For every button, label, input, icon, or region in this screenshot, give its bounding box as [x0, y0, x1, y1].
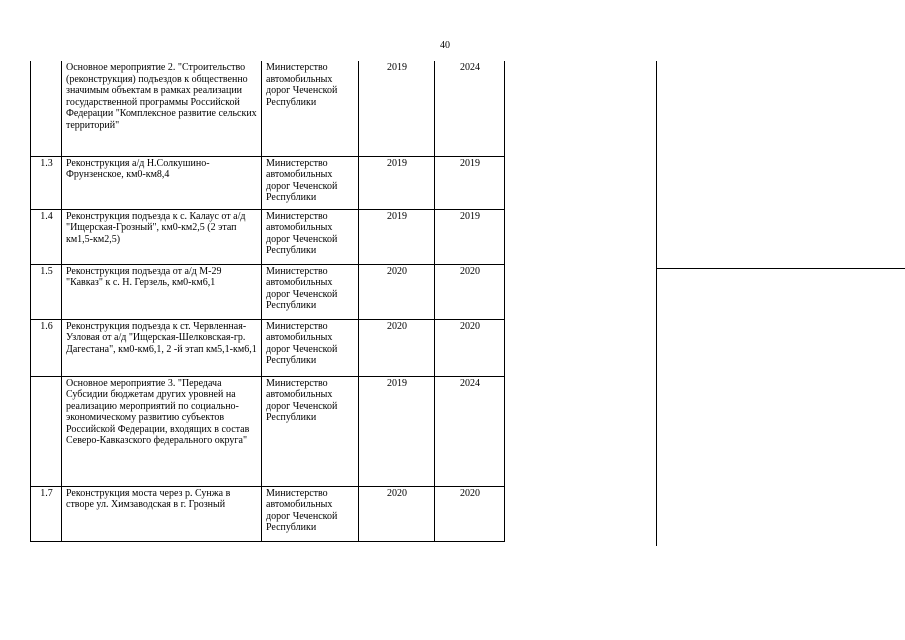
row-end-year: 2020 — [435, 264, 505, 319]
row-start-year: 2019 — [359, 156, 435, 209]
row-end-year: 2024 — [435, 376, 505, 486]
table-row — [31, 486, 505, 541]
row-start-year: 2019 — [359, 376, 435, 486]
row-name: Реконструкция подъезда к с. Калаус от а/д "Ищерская-Грозный", км0-км2,5 (2 этап км1,5-км2,5) — [62, 209, 262, 264]
right-row-divider — [656, 268, 905, 269]
table-row — [31, 319, 505, 376]
row-end-year: 2019 — [435, 156, 505, 209]
row-end-year: 2019 — [435, 209, 505, 264]
row-executor: Министерство автомобильных дорог Чеченской Республики — [262, 209, 359, 264]
row-name: Реконструкция моста через р. Сунжа в створе ул. Химзаводская в г. Грозный — [62, 486, 262, 541]
row-name: Реконструкция а/д Н.Солкушино-Фрунзенское, км0-км8,4 — [62, 156, 262, 209]
row-name: Реконструкция подъезда от а/д М-29 "Кавказ" к с. Н. Герзель, км0-км6,1 — [62, 264, 262, 319]
row-start-year: 2019 — [359, 209, 435, 264]
row-number: 1.6 — [31, 319, 62, 376]
table-row — [31, 264, 505, 319]
row-start-year: 2020 — [359, 486, 435, 541]
row-executor: Министерство автомобильных дорог Чеченской Республики — [262, 156, 359, 209]
row-start-year: 2020 — [359, 319, 435, 376]
row-executor: Министерство автомобильных дорог Чеченской Республики — [262, 264, 359, 319]
table-row — [31, 209, 505, 264]
row-name: Реконструкция подъезда к ст. Червленная-Узловая от а/д "Ищерская-Шелковская-гр. Дагестана", км0-км6,1, 2 -й этап км5,1-км6,1 — [62, 319, 262, 376]
row-executor: Министерство автомобильных дорог Чеченской Республики — [262, 486, 359, 541]
table-row — [31, 156, 505, 209]
row-end-year: 2020 — [435, 486, 505, 541]
row-end-year: 2024 — [435, 61, 505, 156]
row-executor: Министерство автомобильных дорог Чеченской Республики — [262, 319, 359, 376]
page-number: 40 — [440, 40, 450, 51]
table-row — [31, 61, 505, 156]
right-column-border — [656, 61, 657, 546]
row-number: 1.3 — [31, 156, 62, 209]
row-number — [31, 376, 62, 486]
row-name: Основное мероприятие 2. "Строительство (реконструкция) подъездов к общественно значимым объектам в рамках реализации государственной программы Российской Федерации "Комплексное развитие сельских территорий" — [62, 61, 262, 156]
row-executor: Министерство автомобильных дорог Чеченской Республики — [262, 376, 359, 486]
row-start-year: 2020 — [359, 264, 435, 319]
program-table — [30, 61, 505, 542]
row-number: 1.7 — [31, 486, 62, 541]
row-start-year: 2019 — [359, 61, 435, 156]
row-number: 1.4 — [31, 209, 62, 264]
row-number: 1.5 — [31, 264, 62, 319]
table-row — [31, 376, 505, 486]
row-name: Основное мероприятие 3. "Передача Субсидии бюджетам других уровней на реализацию мероприятий по социально-экономическому развитию субъектов Российской Федерации, входящих в состав Северо-Кавказского федерального округа" — [62, 376, 262, 486]
row-executor: Министерство автомобильных дорог Чеченской Республики — [262, 61, 359, 156]
row-number — [31, 61, 62, 156]
row-end-year: 2020 — [435, 319, 505, 376]
